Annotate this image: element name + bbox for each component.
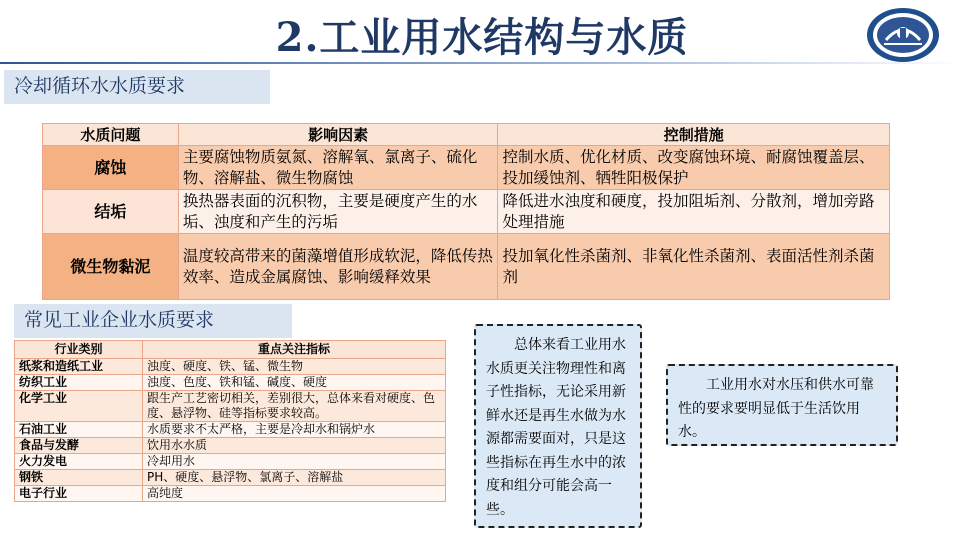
pressure-note-box [666, 364, 898, 446]
slide-title: 2.工业用水结构与水质 [275, 14, 689, 61]
industry-water-table [14, 340, 446, 502]
industry-cell: 纸浆和造纸工业 [15, 359, 143, 375]
summary-note-box [474, 324, 642, 528]
industry-cell: 纺织工业 [15, 375, 143, 391]
table-row [15, 422, 446, 438]
factor-cell: 温度较高带来的菌藻增值形成软泥，降低传热效率、造成金属腐蚀、影响缓释效果 [178, 234, 498, 300]
measure-cell: 降低进水浊度和硬度，投加阻垢剂、分散剂，增加旁路处理措施 [498, 190, 890, 234]
industry-cell: 食品与发酵 [15, 438, 143, 454]
indicator-cell: 饮用水水质 [143, 438, 446, 454]
problem-cell: 腐蚀 [43, 146, 179, 190]
table-row [15, 486, 446, 502]
factor-cell: 主要腐蚀物质氨氮、溶解氧、氯离子、硫化物、溶解盐、微生物腐蚀 [178, 146, 498, 190]
summary-note-text: 总体来看工业用水水质更关注物理性和离子性指标，无论采用新鲜水还是再生水做为水源都需要面对，只是这些指标在再生水中的浓度和组分可能会高一些。 [486, 337, 626, 518]
cooling-water-table [42, 123, 890, 300]
table-header-row [43, 124, 890, 146]
indicator-cell: 浊度、色度、铁和锰、碱度、硬度 [143, 375, 446, 391]
section-label-cooling-water: 冷却循环水水质要求 [4, 70, 270, 104]
table-row [15, 359, 446, 375]
table-row [15, 470, 446, 486]
title-divider [0, 62, 964, 64]
table-row [43, 234, 890, 300]
table-row [43, 146, 890, 190]
column-header-industry: 行业类别 [15, 341, 143, 359]
table-row [15, 454, 446, 470]
pressure-note-text: 工业用水对水压和供水可靠性的要求要明显低于生活饮用水。 [678, 377, 874, 440]
problem-cell: 结垢 [43, 190, 179, 234]
industry-cell: 石油工业 [15, 422, 143, 438]
industry-cell: 火力发电 [15, 454, 143, 470]
indicator-cell: PH、硬度、悬浮物、氯离子、溶解盐 [143, 470, 446, 486]
section-label-industry-water: 常见工业企业水质要求 [14, 304, 292, 338]
industry-cell: 钢铁 [15, 470, 143, 486]
column-header-problem: 水质问题 [43, 124, 179, 146]
measure-cell: 控制水质、优化材质、改变腐蚀环境、耐腐蚀覆盖层、投加缓蚀剂、牺牲阳极保护 [498, 146, 890, 190]
column-header-measure: 控制措施 [498, 124, 890, 146]
industry-cell: 化学工业 [15, 391, 143, 422]
factor-cell: 换热器表面的沉积物，主要是硬度产生的水垢、浊度和产生的污垢 [178, 190, 498, 234]
problem-cell: 微生物黏泥 [43, 234, 179, 300]
indicator-cell: 水质要求不太严格，主要是冷却水和锅炉水 [143, 422, 446, 438]
indicator-cell: 浊度、硬度、铁、锰、微生物 [143, 359, 446, 375]
column-header-indicator: 重点关注指标 [143, 341, 446, 359]
table-row [43, 190, 890, 234]
indicator-cell: 冷却用水 [143, 454, 446, 470]
column-header-factor: 影响因素 [178, 124, 498, 146]
indicator-cell: 高纯度 [143, 486, 446, 502]
measure-cell: 投加氧化性杀菌剂、非氧化性杀菌剂、表面活性剂杀菌剂 [498, 234, 890, 300]
table-row [15, 391, 446, 422]
indicator-cell: 跟生产工艺密切相关，差别很大，总体来看对硬度、色度、悬浮物、硅等指标要求较高。 [143, 391, 446, 422]
industry-cell: 电子行业 [15, 486, 143, 502]
table-row [15, 438, 446, 454]
university-seal-icon [864, 6, 942, 64]
table-header-row [15, 341, 446, 359]
table-row [15, 375, 446, 391]
